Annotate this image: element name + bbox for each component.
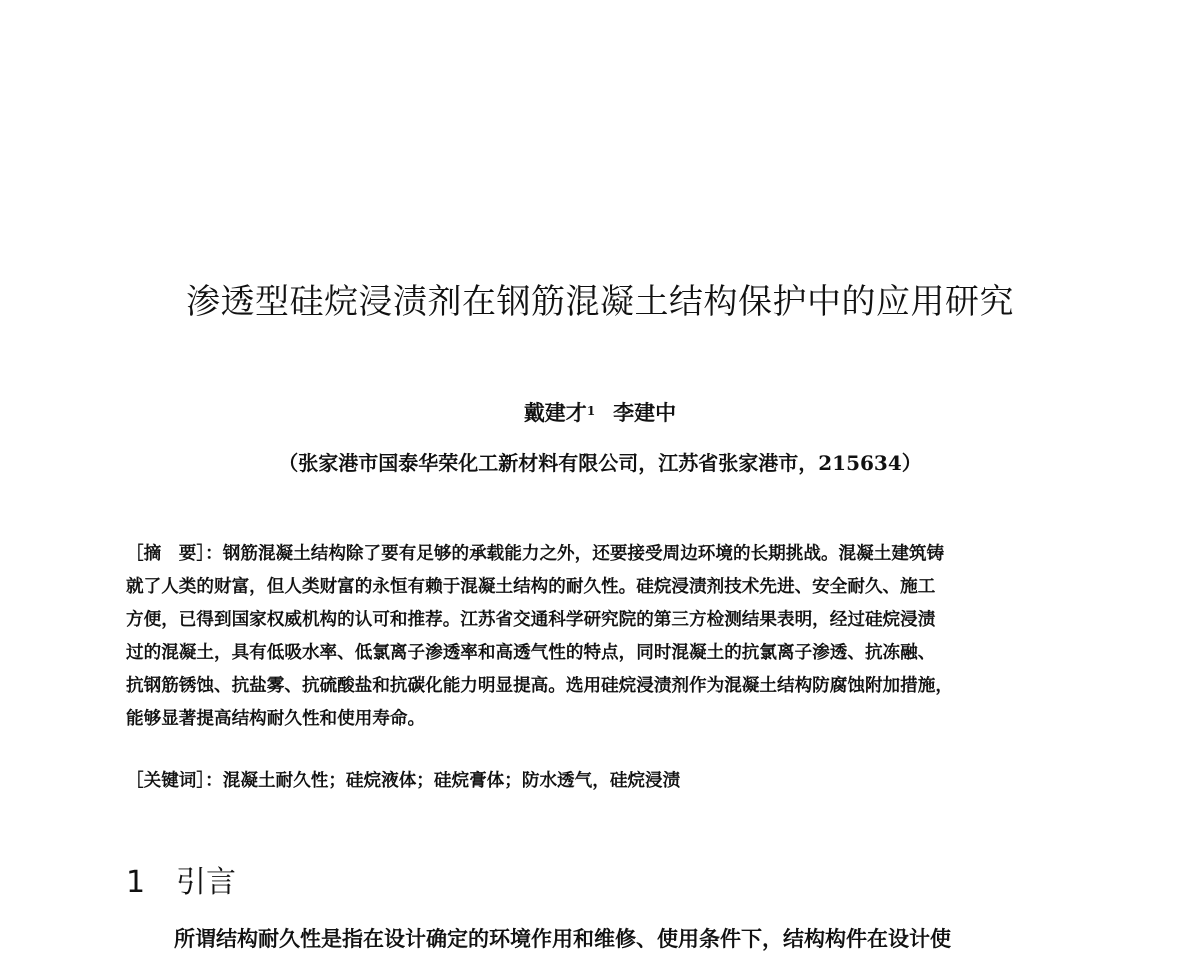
abstract-line: ［摘 要］：钢筋混凝土结构除了要有足够的承载能力之外，还要接受周边环境的长期挑战。混凝土建筑铸 [126, 543, 945, 564]
paper-title: 渗透型硅烷浸渍剂在钢筋混凝土结构保护中的应用研究 [186, 282, 1014, 322]
abstract [126, 537, 1088, 735]
abstract-line: 抗钢筋锈蚀、抗盐雾、抗硫酸盐和抗碳化能力明显提高。选用硅烷浸渍剂作为混凝土结构防腐蚀附加措施， [126, 675, 953, 696]
author-affiliation-mark: 1 [586, 404, 596, 418]
section-heading [126, 862, 236, 904]
body-paragraph: 所谓结构耐久性是指在设计确定的环境作用和维修、使用条件下，结构构件在设计使 [174, 926, 951, 951]
abstract-line: 就了人类的财富，但人类财富的永恒有赖于混凝土结构的耐久性。硅烷浸渍剂技术先进、安全耐久、施工 [126, 576, 936, 597]
author-name: 李建中 [613, 400, 677, 425]
section-number: 1 [126, 865, 146, 900]
author-name: 戴建才 [523, 400, 587, 425]
abstract-line: 方便，已得到国家权威机构的认可和推荐。江苏省交通科学研究院的第三方检测结果表明，经过硅烷浸渍 [126, 609, 936, 630]
author-line [0, 398, 1200, 428]
abstract-line: 过的混凝土，具有低吸水率、低氯离子渗透率和高透气性的特点，同时混凝土的抗氯离子渗透、抗冻融、 [126, 642, 936, 663]
abstract-line: 能够显著提高结构耐久性和使用寿命。 [126, 708, 426, 729]
keywords: ［关键词］：混凝土耐久性；硅烷液体；硅烷膏体；防水透气，硅烷浸渍 [126, 770, 681, 791]
section-title: 引言 [176, 865, 236, 900]
affiliation: （张家港市国泰华荣化工新材料有限公司，江苏省张家港市，215634） [278, 451, 922, 475]
